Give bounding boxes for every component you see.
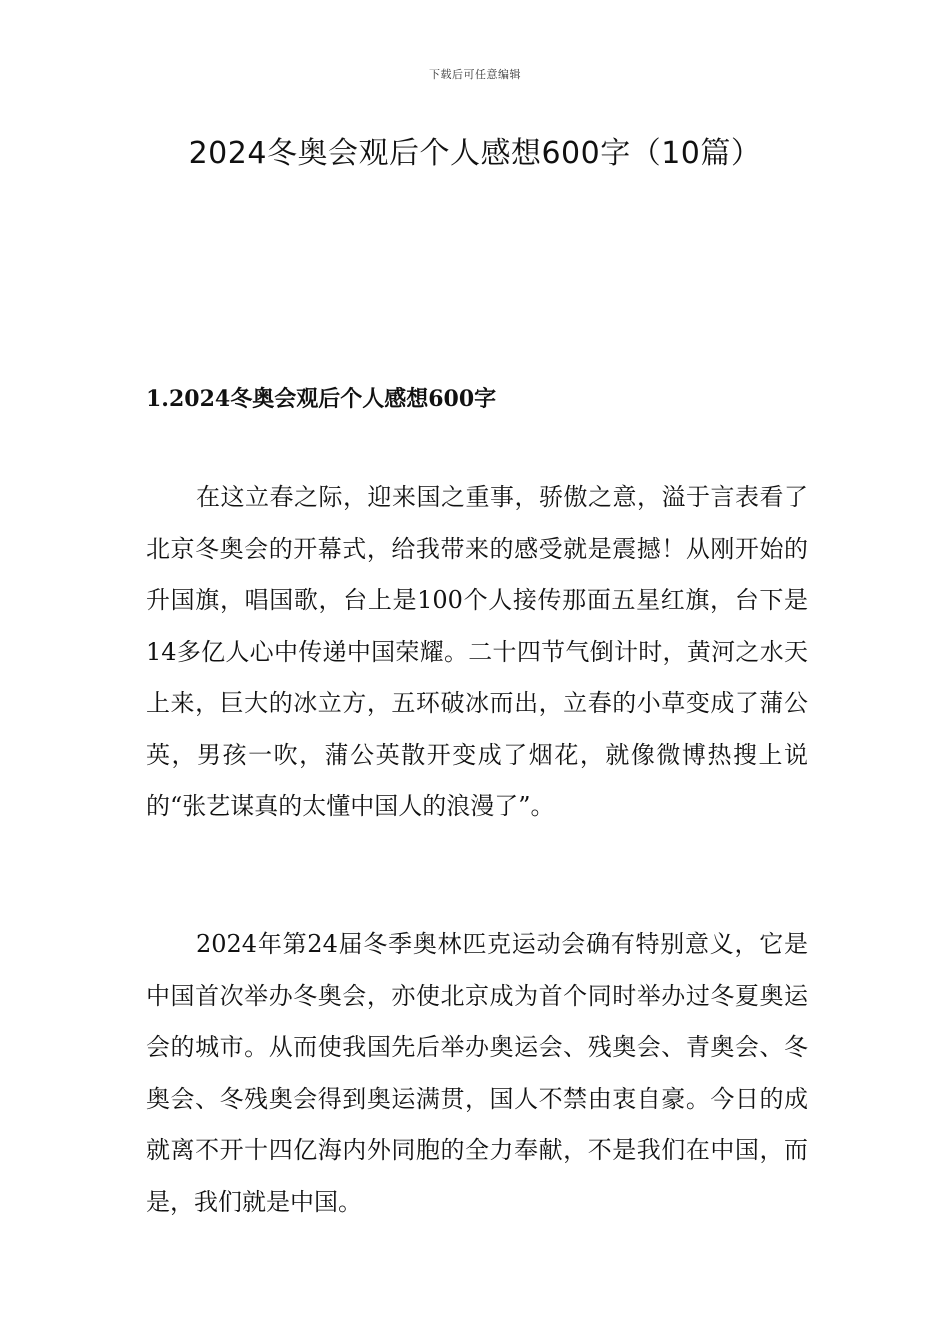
header-note: 下载后可任意编辑: [429, 68, 521, 81]
body-paragraph-2: 2024年第24届冬季奥林匹克运动会确有特别意义，它是中国首次举办冬奥会，亦使北京成为首个同时举办过冬夏奥运会的城市。从而使我国先后举办奥运会、残奥会、青奥会、冬奥会、冬残奥会得到奥运满贯，国人不禁由衷自豪。今日的成就离不开十四亿海内外同胞的全力奉献，不是我们在中国，而是，我们就是中国。: [146, 930, 808, 1216]
section-heading: 1.2024冬奥会观后个人感想600字: [146, 386, 497, 412]
body-paragraph-1: 在这立春之际，迎来国之重事，骄傲之意，溢于言表看了北京冬奥会的开幕式，给我带来的感受就是震撼！从刚开始的升国旗，唱国歌，台上是100个人接传那面五星红旗，台下是14多亿人心中传递中国荣耀。二十四节气倒计时，黄河之水天上来，巨大的冰立方，五环破冰而出，立春的小草变成了蒲公英，男孩一吹，蒲公英散开变成了烟花，就像微博热搜上说的“张艺谋真的太懂中国人的浪漫了”。: [146, 483, 808, 820]
document-title: 2024冬奥会观后个人感想600字（10篇）: [188, 136, 762, 171]
